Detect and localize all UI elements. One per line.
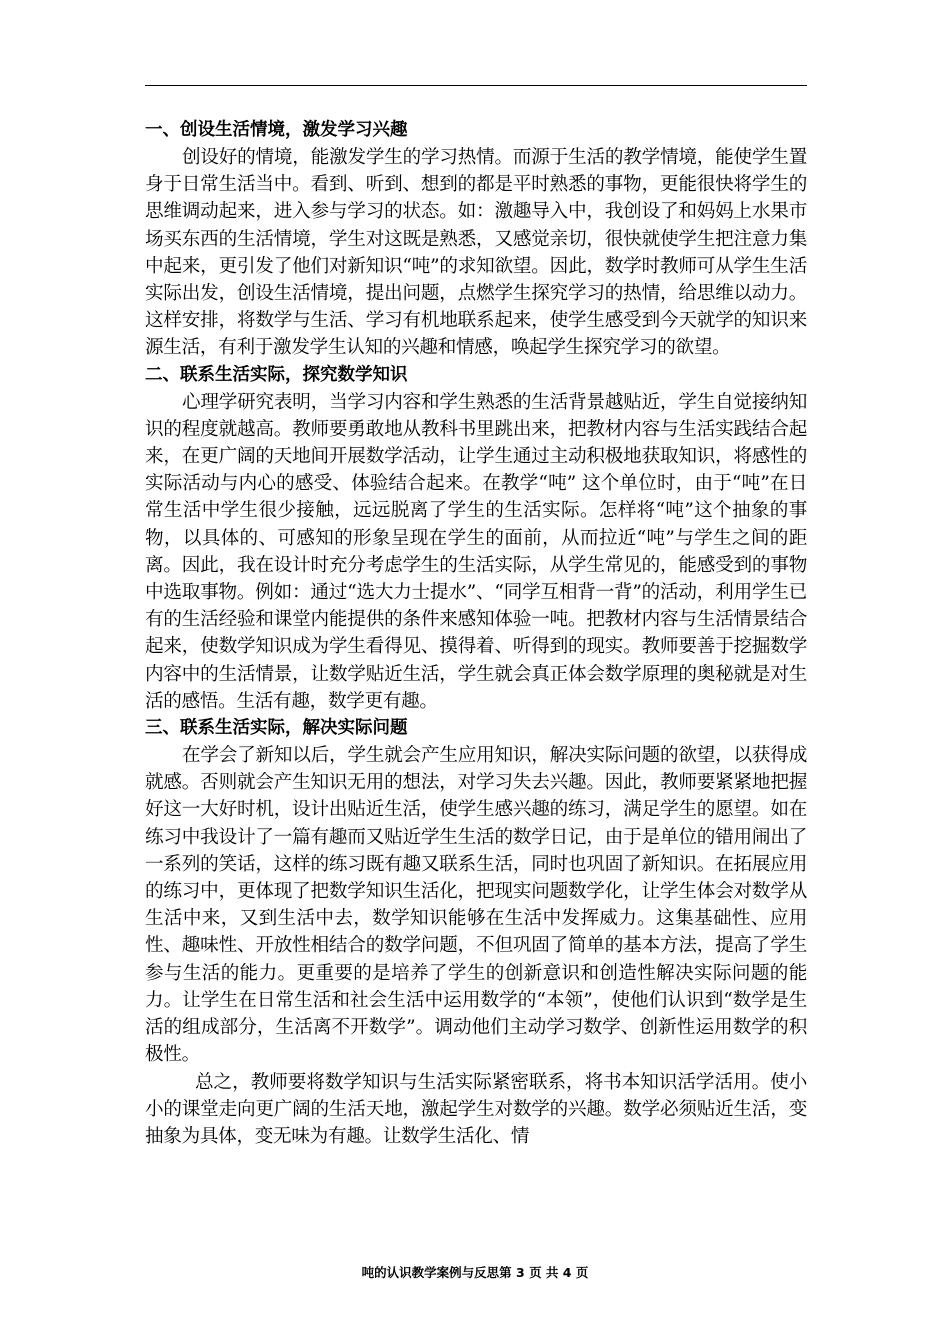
page-footer: 吨的认识教学案例与反思第 3 页 共 4 页: [361, 1265, 589, 1280]
section-2-paragraph: 心理学研究表明，当学习内容和学生熟悉的生活背景越贴近，学生自觉接纳知识的程度就越高。教师要勇敢地从教科书里跳出来，把教材内容与生活实践结合起来，在更广阔的天地间开展数学活动，让学生通过主动积极地获取知识，将感性的实际活动与内心的感受、体验结合起来。在教学“吨” 这个单位时，由于“吨”在日常生活中学生很少接触，远远脱离了学生的生活实际。怎样将“吨”这个抽象的事物，以具体的、可感知的形象呈现在学生的面前，从而拉近“吨”与学生之间的距离。因此，我在设计时充分考虑学生的生活实际，从学生常见的，能感受到的事物中选取事物。例如：通过“选大力士提水”、“同学互相背一背”的活动，利用学生已有的生活经验和课堂内能提供的条件来感知体验一吨。把教材内容与生活情景结合起来，使数学知识成为学生看得见、摸得着、听得到的现实。教师要善于挖掘数学内容中的生活情景，让数学贴近生活，学生就会真正体会数学原理的奥秘就是对生活的感悟。生活有趣，数学更有趣。: [145, 391, 807, 712]
section-1-paragraph: 创设好的情境，能激发学生的学习热情。而源于生活的教学情境，能使学生置身于日常生活当中。看到、听到、想到的都是平时熟悉的事物，更能很快将学生的思维调动起来，进入参与学习的状态。如：激趣导入中，我创设了和妈妈上水果市场买东西的生活情境，学生对这既是熟悉，又感觉亲切，很快就使学生把注意力集中起来，更引发了他们对新知识“吨”的求知欲望。因此，数学时教师可从学生生活实际出发，创设生活情境，提出问题，点燃学生探究学习的热情，给思维以动力。这样安排，将数学与生活、学习有机地联系起来，使学生感受到今天就学的知识来源生活，有利于激发学生认知的兴趣和情感，唤起学生探究学习的欲望。: [145, 147, 807, 359]
section-1-heading: 一、创设生活情境，激发学习兴趣: [145, 120, 408, 140]
section-3-heading: 三、联系生活实际，解决实际问题: [145, 718, 408, 739]
section-3-paragraph: 在学会了新知以后，学生就会产生应用知识，解决实际问题的欲望，以获得成就感。否则就会产生知识无用的想法，对学习失去兴趣。因此，教师要紧紧地把握好这一大好时机，设计出贴近生活，使学生感兴趣的练习，满足学生的愿望。如在练习中我设计了一篇有趣而又贴近学生生活的数学日记，由于是单位的错用闹出了一系列的笑话，这样的练习既有趣又联系生活，同时也巩固了新知识。在拓展应用的练习中，更体现了把数学知识生活化，把现实问题数学化，让学生体会对数学从生活中来，又到生活中去，数学知识能够在生活中发挥威力。这集基础性、应用性、趣味性、开放性相结合的数学问题，不但巩固了简单的基本方法，提高了学生参与生活的能力。更重要的是培养了学生的创新意识和创造性解决实际问题的能力。让学生在日常生活和社会生活中运用数学的“本领”，使他们认识到“数学是生活的组成部分，生活离不开数学”。调动他们主动学习数学、创新性运用数学的积极性。: [145, 745, 807, 1066]
header-rule: [145, 85, 807, 86]
conclusion-paragraph: 总之，教师要将数学知识与生活实际紧密联系，将书本知识活学活用。使小小的课堂走向更广阔的生活天地，激起学生对数学的兴趣。数学必须贴近生活，变抽象为具体，变无味为有趣。让数学生活化、情: [145, 1071, 807, 1147]
section-2-heading: 二、联系生活实际，探究数学知识: [145, 364, 408, 385]
document-body: [145, 117, 807, 1150]
